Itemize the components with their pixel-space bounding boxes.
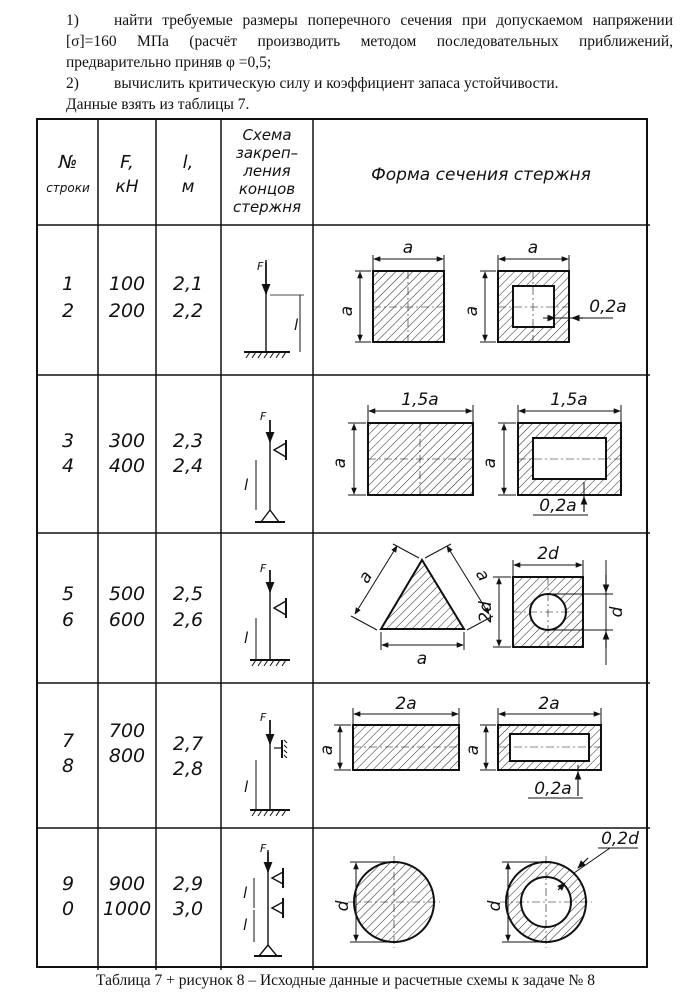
length-value: 3,0 [172, 898, 204, 920]
dim-label: 0,2d [601, 829, 639, 849]
dim-label: a [470, 565, 494, 586]
dim-label: 0,2a [534, 779, 572, 799]
length-value: 2,6 [172, 609, 204, 631]
force-value: 800 [108, 745, 146, 767]
table-drawing [38, 120, 650, 970]
scheme-fixed-free [244, 260, 304, 358]
row-number: 8 [61, 755, 75, 777]
item-number: 2) [66, 75, 79, 92]
header-scheme-5: стержня [232, 198, 302, 216]
force-label: F [260, 562, 267, 575]
section-wide-rect-solid [334, 708, 459, 770]
row-number: 4 [61, 455, 75, 477]
length-value: 2,1 [172, 273, 204, 295]
section-square-with-hole [493, 560, 613, 665]
header-scheme-2: закреп– [235, 144, 299, 162]
dim-label: a [416, 649, 428, 669]
header-row-no-sub: строки [46, 181, 90, 195]
dim-label: 2d [537, 544, 559, 564]
dim-label: a [462, 305, 482, 317]
length-value: 2,7 [172, 733, 204, 755]
header-scheme-3: ления [243, 162, 291, 180]
length-label: l [294, 316, 299, 334]
dim-label: a [337, 305, 357, 317]
row-number: 5 [61, 583, 75, 605]
dimension-labels [317, 238, 639, 911]
dim-label: a [354, 567, 378, 588]
force-value: 200 [108, 300, 146, 322]
section-square-solid [355, 255, 444, 342]
dim-label: 1,5a [550, 390, 588, 410]
dim-label: a [330, 457, 350, 469]
force-label: F [260, 711, 267, 724]
dim-label: d [485, 900, 505, 912]
table-values [62, 273, 203, 920]
force-value: 300 [108, 430, 146, 452]
force-label: F [260, 410, 267, 423]
scheme-pinned-pinned [255, 420, 286, 522]
scheme-labels [243, 260, 299, 934]
dim-label: a [527, 238, 539, 258]
row-number: 0 [61, 898, 75, 920]
dim-label: d [333, 900, 353, 912]
task-item-3: Данные взять из таблицы 7. [66, 96, 250, 113]
data-table [36, 118, 648, 968]
row-number: 2 [61, 300, 75, 322]
force-label: F [257, 260, 264, 273]
length-label: l [244, 629, 249, 647]
item-number: 1) [66, 12, 79, 29]
section-circle-hollow [500, 848, 638, 948]
section-triangle [351, 544, 493, 650]
dim-label: d [607, 606, 627, 618]
length-value: 2,4 [172, 455, 204, 477]
row-number: 1 [61, 273, 75, 295]
scheme-fixed-pinned [250, 570, 290, 666]
header-length: l, [182, 152, 194, 173]
scheme-fixed-sliding [250, 720, 290, 816]
length-value: 2,3 [172, 430, 204, 452]
item-text: найти требуемые размеры поперечного сечения при допускаемом напряжении [σ]=160 МПа (расчёт производить методом последовательных приближений, предварительно приняв φ =0,5; [66, 12, 673, 71]
scheme-two-span [254, 850, 283, 956]
length-value: 2,2 [172, 300, 204, 322]
section-circle-solid [348, 856, 440, 948]
force-value: 700 [108, 720, 146, 742]
header-row-no: № [58, 152, 78, 173]
dim-label: 2a [538, 694, 560, 714]
force-value: 1000 [102, 898, 152, 920]
row-number: 6 [61, 609, 75, 631]
dim-label: 0,2a [539, 496, 577, 516]
row-number: 9 [61, 873, 75, 895]
item-text: вычислить критическую силу и коэффициент запаса устойчивости. [114, 75, 559, 92]
task-item-2 [18, 73, 673, 94]
header-scheme-4: концов [238, 180, 296, 198]
table-header [46, 126, 591, 216]
task-intro [18, 10, 673, 115]
length-label: l [244, 778, 249, 796]
dim-label: a [317, 744, 337, 756]
dim-label: 1,5a [401, 390, 439, 410]
row-number: 7 [61, 730, 75, 752]
force-value: 900 [108, 873, 146, 895]
force-value: 600 [108, 609, 146, 631]
dim-label: 0,2a [589, 297, 627, 317]
length-value: 2,5 [172, 583, 204, 605]
section-rect-solid [348, 405, 473, 495]
force-value: 500 [108, 583, 146, 605]
force-label: F [260, 842, 267, 855]
dim-label: 2d [476, 601, 496, 623]
header-force: F, [120, 152, 134, 173]
dim-label: a [463, 744, 483, 756]
force-value: 100 [108, 273, 146, 295]
header-force-unit: кН [115, 177, 139, 197]
force-value: 400 [108, 455, 146, 477]
header-section: Форма сечения стержня [371, 165, 591, 185]
support-schemes [244, 260, 304, 956]
figure-caption: Таблица 7 + рисунок 8 – Исходные данные и расчетные схемы к задаче № 8 [96, 972, 595, 989]
task-item-1 [18, 10, 673, 73]
row-number: 3 [61, 430, 75, 452]
length-value: 2,8 [172, 758, 204, 780]
length-label: l [243, 916, 248, 934]
length-value: 2,9 [172, 873, 204, 895]
header-length-unit: м [181, 177, 195, 197]
dim-label: 2a [395, 694, 417, 714]
dim-label: a [402, 238, 414, 258]
length-label: l [243, 884, 248, 902]
dim-label: a [480, 457, 500, 469]
length-label: l [244, 476, 249, 494]
header-scheme-1: Схема [242, 126, 292, 144]
